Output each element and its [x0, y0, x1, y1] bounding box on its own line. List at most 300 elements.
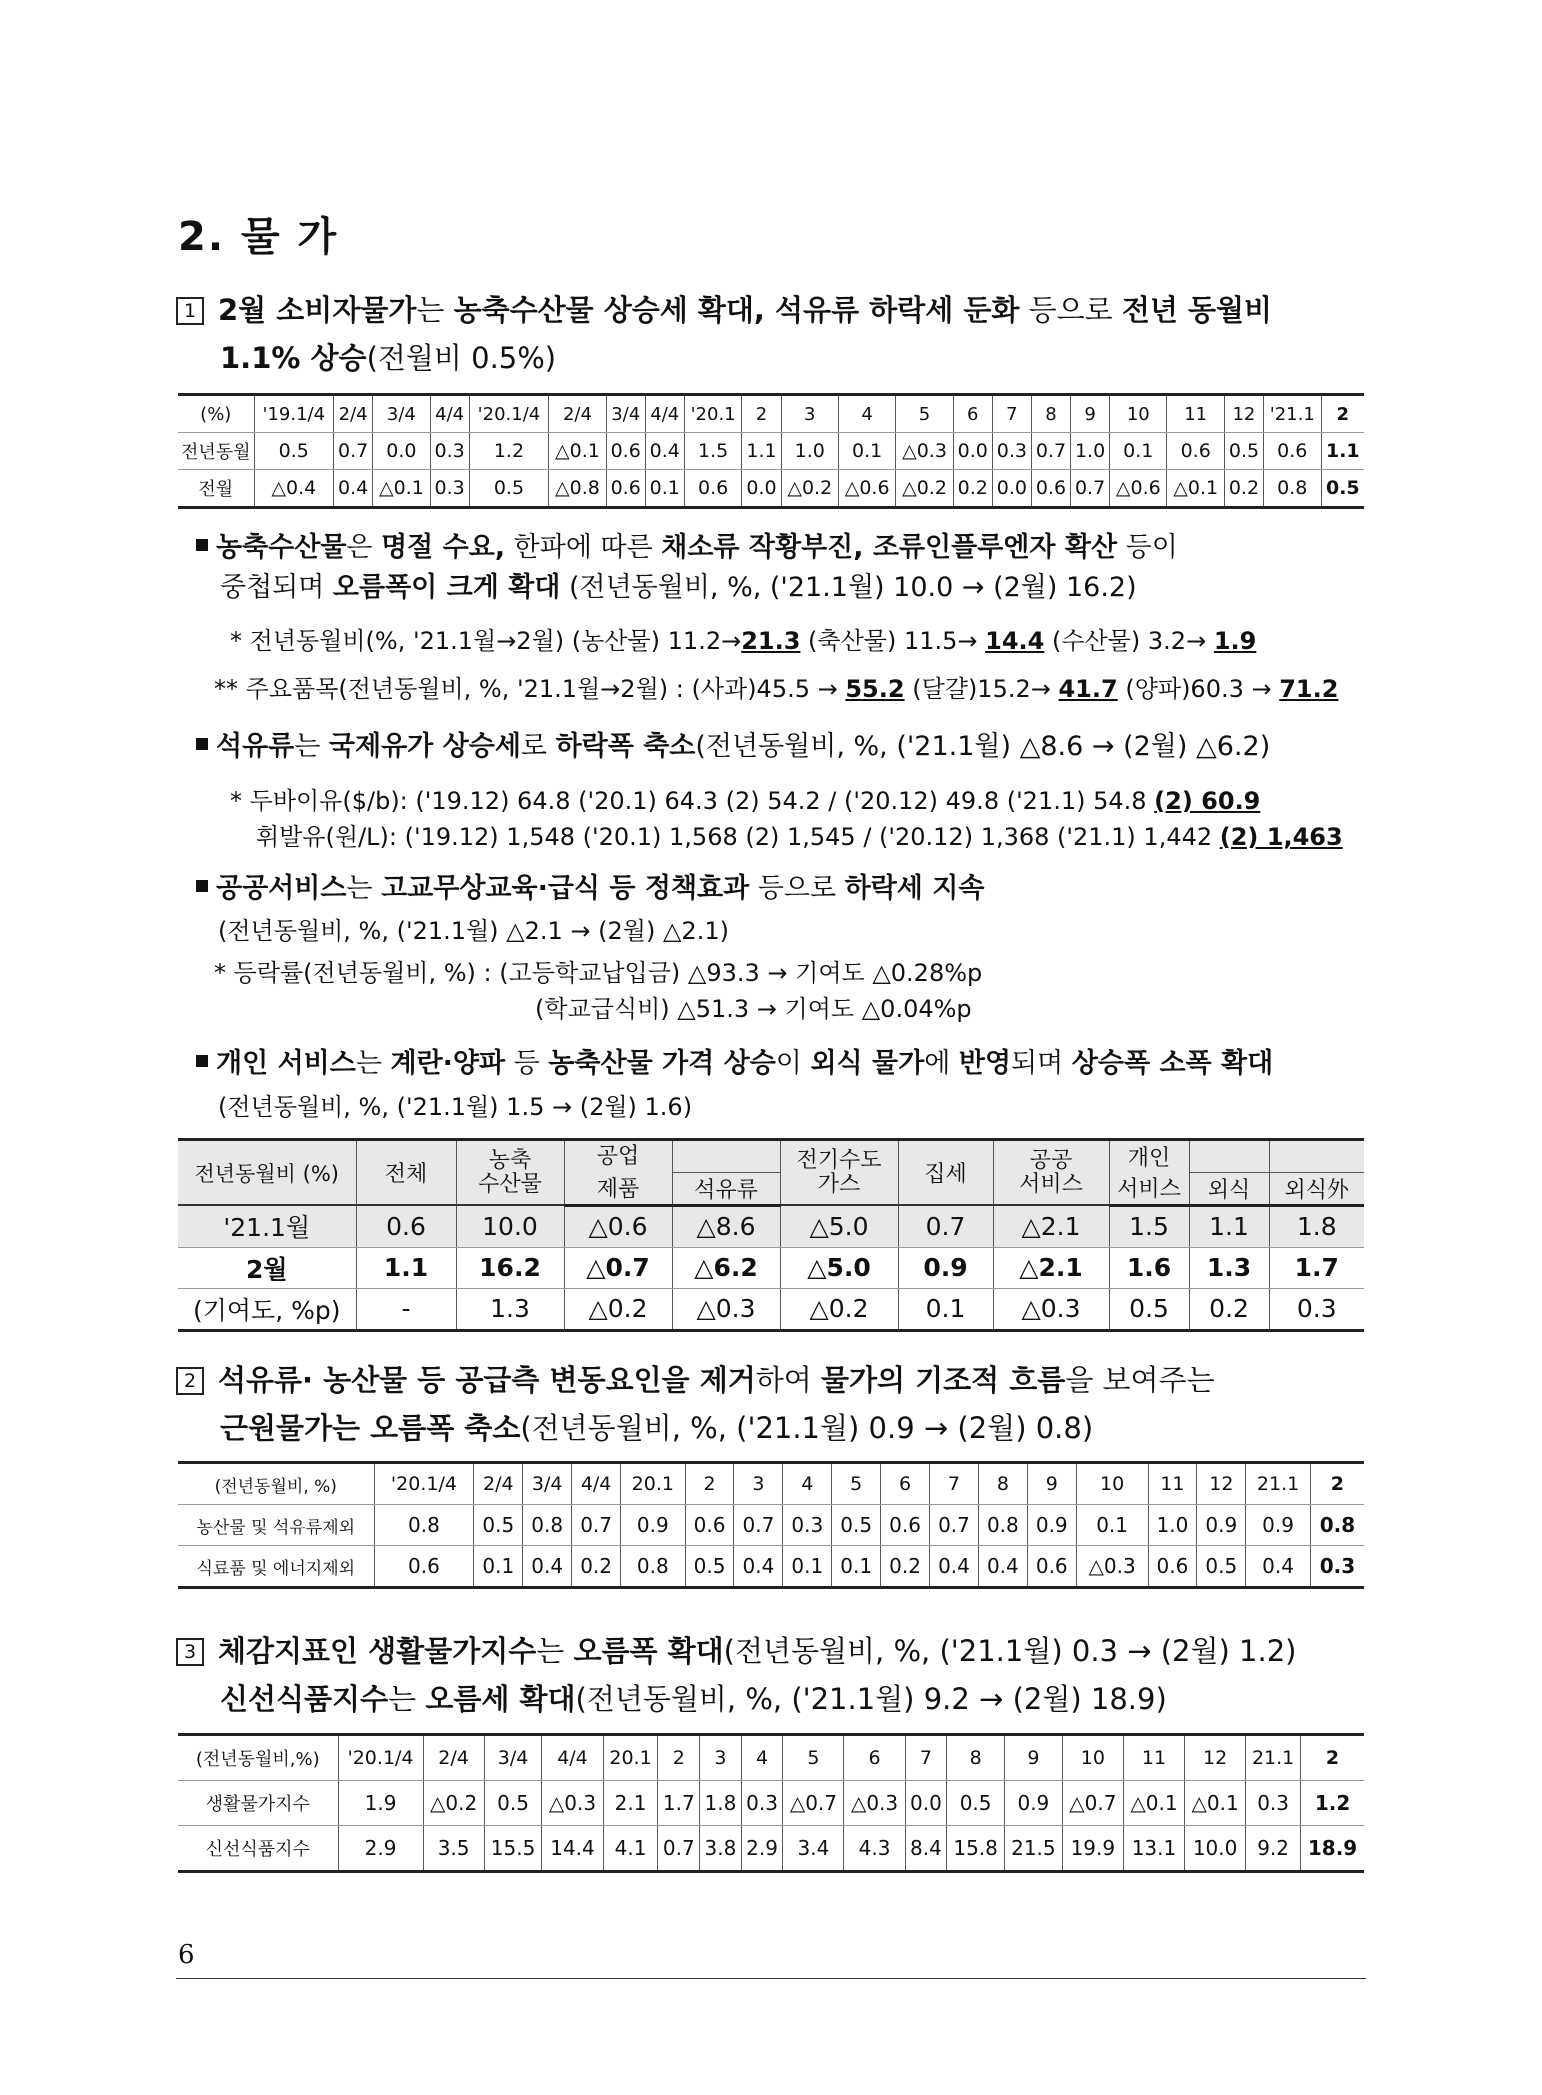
table-cell: 0.6	[1167, 433, 1224, 470]
header-cell	[456, 1140, 564, 1206]
bullet-personal-line-2	[218, 1088, 1398, 1126]
bullet-public	[196, 869, 1376, 909]
table-cell: 0.9	[621, 1505, 686, 1546]
table-cell: 0.6	[356, 1205, 456, 1247]
table-cell: 0.9	[1005, 1781, 1063, 1826]
table-cell: 0.3	[1310, 1546, 1364, 1588]
header-cell: 2/4	[334, 395, 373, 433]
header-cell: 11	[1148, 1463, 1197, 1505]
header-cell: 9	[1071, 395, 1110, 433]
bullet-personal-line-1	[216, 1048, 1273, 1079]
table-cell: △0.1	[373, 470, 430, 508]
text-run: 계란·양파	[390, 1048, 506, 1079]
header-cell: 8	[1031, 395, 1070, 433]
row-label: 신선식품지수	[178, 1826, 338, 1872]
header-cell: 12	[1197, 1463, 1246, 1505]
text-run: 공공서비스	[216, 873, 347, 904]
header-text: 공공	[1029, 1147, 1073, 1173]
table-cell: 0.3	[783, 1505, 832, 1546]
header-cell: 서비스	[1109, 1172, 1189, 1205]
text-run: 는	[416, 293, 454, 327]
table-cell: 0.6	[374, 1546, 474, 1588]
table-cell: △6.2	[672, 1247, 780, 1288]
note-dubai	[230, 783, 1410, 819]
text-run: 은	[346, 532, 382, 563]
text-run: 중첩되며	[220, 572, 333, 603]
table-cell: 0.2	[881, 1546, 930, 1588]
table-cell: 1.5	[684, 433, 742, 470]
header-cell: 8	[978, 1463, 1027, 1505]
table-cell: 18.9	[1301, 1826, 1364, 1872]
table-cell: 0.5	[1197, 1546, 1246, 1588]
table-cell: 0.3	[1269, 1288, 1364, 1330]
text-run: 외식 물가	[810, 1048, 925, 1079]
header-cell: 전년동월비 (%)	[178, 1140, 356, 1206]
text-run: (전년동월비, %, ('21.1월) 0.3 → (2월) 1.2)	[723, 1634, 1297, 1668]
section-number-box: 2	[176, 1367, 204, 1395]
header-cell: 6	[953, 395, 992, 433]
header-cell: 21.1	[1246, 1463, 1311, 1505]
header-cell: 6	[881, 1463, 930, 1505]
table-cell: 0.1	[1110, 433, 1167, 470]
table-cell: △0.6	[838, 470, 895, 508]
header-cell: 3	[700, 1735, 742, 1781]
table-row	[178, 1781, 1364, 1826]
header-cell: 4	[783, 1463, 832, 1505]
table-cell: 0.5	[484, 1781, 542, 1826]
table-cell: △0.1	[1123, 1781, 1184, 1826]
header-cell: 5	[832, 1463, 881, 1505]
section-3-line-1	[218, 1634, 1297, 1668]
row-label: 2월	[178, 1247, 356, 1288]
header-cell: '20.1/4	[469, 395, 549, 433]
text-run: 농축산물 가격 상승	[548, 1048, 776, 1079]
header-cell: 4/4	[572, 1463, 621, 1505]
text-run: (양파)60.3 →	[1117, 675, 1280, 703]
table-cell: △0.6	[564, 1205, 672, 1247]
header-cell: 2/4	[549, 395, 606, 433]
table-cell: △8.6	[672, 1205, 780, 1247]
text-run: 는	[388, 1682, 426, 1716]
table-cell: △5.0	[780, 1247, 898, 1288]
table-row	[178, 1288, 1364, 1330]
text-run: 하락폭 축소	[555, 731, 696, 762]
table-cell: △0.1	[1185, 1781, 1246, 1826]
table-cell: 3.8	[700, 1826, 742, 1872]
table-cell: 4.1	[603, 1826, 658, 1872]
header-cell: '20.1/4	[338, 1735, 423, 1781]
note-public-1	[214, 955, 1394, 991]
header-cell: 2	[1310, 1463, 1364, 1505]
text-run: 는	[536, 1634, 574, 1668]
text-run: 채소류 작황부진, 조류인플루엔자 확산	[661, 532, 1118, 563]
text-run: ** 주요품목(전년동월비, %, '21.1월→2월) : (사과)45.5 →	[214, 675, 846, 703]
table-cell: 0.3	[1246, 1781, 1301, 1826]
bullet-square-icon	[196, 539, 208, 551]
header-cell: 4/4	[542, 1735, 603, 1781]
table-cell: △2.1	[993, 1205, 1109, 1247]
table-cell: △0.7	[564, 1247, 672, 1288]
text-run: 55.2	[845, 675, 905, 703]
text-run: 하락세 지속	[844, 873, 985, 904]
table-cell: 1.8	[1269, 1205, 1364, 1247]
table-cell: 1.8	[700, 1781, 742, 1826]
table-cell: 0.7	[734, 1505, 783, 1546]
table-cell: 1.1	[1189, 1205, 1269, 1247]
table-cell: 1.1	[1321, 433, 1364, 470]
table-cell: 0.0	[953, 433, 992, 470]
section-number-box: 3	[176, 1638, 204, 1666]
table-cell: 0.4	[645, 433, 684, 470]
header-cell: 3/4	[606, 395, 645, 433]
table-cell: 0.1	[645, 470, 684, 508]
table-cell: 3.5	[423, 1826, 484, 1872]
header-cell: (전년동월비, %)	[178, 1463, 374, 1505]
header-cell: '20.1/4	[374, 1463, 474, 1505]
text-run: 을 보여주는	[1065, 1363, 1215, 1397]
table-cell: 0.3	[741, 1781, 783, 1826]
header-cell: 외식外	[1269, 1172, 1364, 1205]
text-run: 전년 동월비	[1121, 293, 1273, 327]
header-cell	[993, 1140, 1109, 1206]
table-cell: △5.0	[780, 1205, 898, 1247]
table-cell: △0.3	[672, 1288, 780, 1330]
table-cell: 1.5	[1109, 1205, 1189, 1247]
note-gasoline	[256, 819, 1436, 855]
bullet-square-icon	[196, 738, 208, 750]
header-cell: 12	[1224, 395, 1263, 433]
table-cell: 0.5	[832, 1505, 881, 1546]
table-cell: 0.4	[1246, 1546, 1311, 1588]
table-cell: △0.1	[1167, 470, 1224, 508]
table-cell: 16.2	[456, 1247, 564, 1288]
table-cell: 0.8	[1263, 470, 1321, 508]
table-cell: 0.9	[1027, 1505, 1076, 1546]
bullet-public-line-1	[216, 873, 984, 904]
header-cell: 3/4	[523, 1463, 572, 1505]
text-run: (전년동월비, %, ('21.1월) △2.1 → (2월) △2.1)	[218, 917, 729, 945]
text-run: 농축수산물 상승세 확대, 석유류 하락세 둔화	[453, 293, 1020, 327]
table-cell: 15.5	[484, 1826, 542, 1872]
header-text: 서비스	[1019, 1171, 1083, 1197]
table-cell: 0.5	[254, 433, 334, 470]
text-run: (축산물) 11.5→	[800, 627, 986, 655]
text-run: 휘발유(원/L): ('19.12) 1,548 ('20.1) 1,568 (2) 1,545 / ('20.12) 1,368 ('21.1) 1,442	[256, 823, 1220, 851]
text-run: 명절 수요,	[381, 532, 506, 563]
text-run: 되며	[1011, 1048, 1072, 1079]
bullet-oil	[196, 727, 1376, 767]
text-run: * 두바이유($/b): ('19.12) 64.8 ('20.1) 64.3 (2) 54.2 / ('20.12) 49.8 ('21.1) 54.8	[230, 787, 1155, 815]
table-cell: 14.4	[542, 1826, 603, 1872]
header-cell: 11	[1123, 1735, 1184, 1781]
row-label: 생활물가지수	[178, 1781, 338, 1826]
table-cell: 0.0	[905, 1781, 947, 1826]
section-2-summary	[176, 1356, 1366, 1452]
table-row	[178, 1205, 1364, 1247]
table-cell: 0.7	[1071, 470, 1110, 508]
table-cell: 3.4	[783, 1826, 844, 1872]
table-row	[178, 1247, 1364, 1288]
table-cell: 4.3	[844, 1826, 905, 1872]
text-run: (달걀)15.2→	[904, 675, 1059, 703]
table-cell: 0.1	[838, 433, 895, 470]
table-cell: △0.1	[549, 433, 606, 470]
table-cell: 0.0	[373, 433, 430, 470]
table-cell: 0.4	[930, 1546, 979, 1588]
table-cell: 15.8	[947, 1826, 1005, 1872]
table-cell: 0.2	[1189, 1288, 1269, 1330]
table-cell: 19.9	[1062, 1826, 1123, 1872]
table-cell: △0.6	[1110, 470, 1167, 508]
table-cell: 0.7	[930, 1505, 979, 1546]
header-cell	[672, 1140, 780, 1173]
table-cell: 1.0	[1071, 433, 1110, 470]
header-cell: 3	[781, 395, 838, 433]
table-cell: △0.2	[780, 1288, 898, 1330]
header-cell: 2/4	[474, 1463, 523, 1505]
text-run: 등이	[1117, 532, 1178, 563]
table-row	[178, 433, 1364, 470]
table-cell: 0.5	[474, 1505, 523, 1546]
table-cell: 0.8	[1310, 1505, 1364, 1546]
header-cell: 9	[1005, 1735, 1063, 1781]
header-cell: 4/4	[430, 395, 469, 433]
table-cell: 1.3	[456, 1288, 564, 1330]
table-cell: 0.8	[978, 1505, 1027, 1546]
header-cell: 7	[992, 395, 1031, 433]
header-cell: 8	[947, 1735, 1005, 1781]
table-cell: 0.8	[621, 1546, 686, 1588]
table-cell: 0.0	[742, 470, 781, 508]
header-cell: (전년동월비,%)	[178, 1735, 338, 1781]
header-cell: 석유류	[672, 1172, 780, 1205]
table-cell: 0.6	[685, 1505, 734, 1546]
table-cell: 0.0	[992, 470, 1031, 508]
text-run: 이	[775, 1048, 811, 1079]
text-run: (전년동월비, %, ('21.1월) 9.2 → (2월) 18.9)	[575, 1682, 1167, 1716]
table-cell: 10.0	[1185, 1826, 1246, 1872]
header-cell: 2	[1321, 395, 1364, 433]
table-cell: 0.2	[953, 470, 992, 508]
table-cell: 0.9	[898, 1247, 993, 1288]
text-run: 근원물가는 오름폭 축소	[220, 1411, 521, 1445]
text-run: * 전년동월비(%, '21.1월→2월) (농산물) 11.2→	[230, 627, 742, 655]
bullet-personal	[196, 1044, 1376, 1084]
header-cell: 5	[896, 395, 953, 433]
header-cell: 4	[838, 395, 895, 433]
text-run: 2월 소비자물가	[218, 293, 417, 327]
table-cell: 0.7	[898, 1205, 993, 1247]
header-cell: 개인	[1109, 1140, 1189, 1173]
table-cell: 1.7	[658, 1781, 700, 1826]
header-cell: 4/4	[645, 395, 684, 433]
bullet-agri-line-1	[216, 532, 1178, 563]
table-cell: △0.2	[423, 1781, 484, 1826]
table-cell: 2.9	[741, 1826, 783, 1872]
table-cell: 0.5	[469, 470, 549, 508]
header-cell: '21.1	[1263, 395, 1321, 433]
table-cell: 0.1	[474, 1546, 523, 1588]
header-cell: 4	[741, 1735, 783, 1781]
table-cell: 13.1	[1123, 1826, 1184, 1872]
table-cell: 0.6	[1263, 433, 1321, 470]
header-cell: 20.1	[621, 1463, 686, 1505]
text-run: 71.2	[1279, 675, 1339, 703]
table-cell: 0.6	[684, 470, 742, 508]
row-label: '21.1월	[178, 1205, 356, 1247]
text-run: 등으로	[749, 873, 845, 904]
table-cell: 1.0	[781, 433, 838, 470]
table-cell: 0.2	[1224, 470, 1263, 508]
table-cell: △0.3	[896, 433, 953, 470]
text-run: 에	[924, 1048, 959, 1079]
table-cell: 0.1	[783, 1546, 832, 1588]
table-row	[178, 470, 1364, 508]
text-run: 14.4	[985, 627, 1045, 655]
header-text: 전기수도	[796, 1147, 882, 1173]
section-1-line-1	[218, 293, 1272, 327]
text-run: * 등락률(전년동월비, %) : (고등학교납입금) △93.3 → 기여도 △0.28%p	[214, 959, 983, 987]
footer-divider	[176, 1978, 1366, 1979]
text-run: 석유류· 농산물 등 공급측 변동요인을 제거	[218, 1363, 756, 1397]
text-run: 하여	[755, 1363, 821, 1397]
table-cell: 8.4	[905, 1826, 947, 1872]
table-cell: 0.6	[1027, 1546, 1076, 1588]
header-cell: '19.1/4	[254, 395, 334, 433]
table-cell: 2.1	[603, 1781, 658, 1826]
page-number: 6	[178, 1940, 195, 1970]
table-cell: 0.5	[1224, 433, 1263, 470]
table-cell: 0.8	[374, 1505, 474, 1546]
table-cell: 0.5	[685, 1546, 734, 1588]
table-cell: 9.2	[1246, 1826, 1301, 1872]
table-cell: 0.7	[658, 1826, 700, 1872]
table-cell: 1.2	[469, 433, 549, 470]
table-cell: 0.1	[832, 1546, 881, 1588]
note-public-2	[535, 991, 1542, 1027]
header-cell: 10	[1110, 395, 1167, 433]
table-row	[178, 1826, 1364, 1872]
header-cell	[1189, 1140, 1269, 1173]
table-cell: 0.6	[606, 470, 645, 508]
table-cell: 0.6	[606, 433, 645, 470]
bullet-square-icon	[196, 1055, 208, 1067]
text-run: (전년동월비, %, ('21.1월) 0.9 → (2월) 0.8)	[520, 1411, 1094, 1445]
table-cell: 1.1	[356, 1247, 456, 1288]
table-cell: 10.0	[456, 1205, 564, 1247]
text-run: 고교무상교육·급식 등 정책효과	[381, 873, 750, 904]
table-row	[178, 1546, 1364, 1588]
header-cell: 20.1	[603, 1735, 658, 1781]
section-1-line-2	[176, 334, 1366, 382]
text-run: 등	[505, 1048, 549, 1079]
page-heading: 2. 물 가	[178, 214, 339, 260]
section-3-summary	[176, 1627, 1366, 1723]
table-cell: △0.2	[781, 470, 838, 508]
core-inflation-table	[178, 1461, 1364, 1589]
text-run: 한파에 따른	[505, 532, 662, 563]
cpi-table	[178, 393, 1364, 509]
header-cell: 7	[930, 1463, 979, 1505]
header-cell: 3	[734, 1463, 783, 1505]
header-cell: 3/4	[373, 395, 430, 433]
table-cell: 0.6	[1148, 1546, 1197, 1588]
text-run: 오름폭이 크게 확대	[332, 572, 561, 603]
header-cell: 10	[1076, 1463, 1148, 1505]
header-cell: 7	[905, 1735, 947, 1781]
header-cell: (%)	[178, 395, 254, 433]
table-cell: 0.9	[1197, 1505, 1246, 1546]
bullet-agri	[196, 528, 1376, 608]
table-cell: 0.4	[978, 1546, 1027, 1588]
table-cell: 1.7	[1269, 1247, 1364, 1288]
header-cell: 전체	[356, 1140, 456, 1206]
text-run: 국제유가 상승세	[328, 731, 521, 762]
section-1-summary	[176, 286, 1366, 382]
header-cell: 제품	[564, 1172, 672, 1205]
text-run: 물가의 기조적 흐름	[821, 1363, 1066, 1397]
table-cell: 0.4	[734, 1546, 783, 1588]
table-cell: 0.7	[572, 1505, 621, 1546]
table-cell: △0.2	[564, 1288, 672, 1330]
header-cell: 6	[844, 1735, 905, 1781]
row-label: (기여도, %p)	[178, 1288, 356, 1330]
item-contribution-table	[178, 1138, 1364, 1332]
table-cell: △0.8	[549, 470, 606, 508]
section-2-line-1	[218, 1363, 1215, 1397]
table-cell: 0.4	[523, 1546, 572, 1588]
text-run: (학교급식비) △51.3 → 기여도 △0.04%p	[535, 995, 972, 1023]
table-cell: 0.1	[1076, 1505, 1148, 1546]
table-cell: 0.5	[947, 1781, 1005, 1826]
table-cell: 1.0	[1148, 1505, 1197, 1546]
header-cell: 12	[1185, 1735, 1246, 1781]
text-run: 등으로	[1019, 293, 1122, 327]
table-cell: 1.6	[1109, 1247, 1189, 1288]
text-run: 개인 서비스	[216, 1048, 356, 1079]
text-run: (수산물) 3.2→	[1044, 627, 1214, 655]
table-cell: 1.9	[338, 1781, 423, 1826]
table-cell: △0.3	[993, 1288, 1109, 1330]
table-cell: △0.4	[254, 470, 334, 508]
table-cell: 0.3	[992, 433, 1031, 470]
text-run: (전년동월비, %, ('21.1월) △8.6 → (2월) △6.2)	[695, 731, 1271, 762]
table-cell: 0.2	[572, 1546, 621, 1588]
table-cell: 2.9	[338, 1826, 423, 1872]
text-run: 체감지표인 생활물가지수	[218, 1634, 537, 1668]
header-cell: 2	[685, 1463, 734, 1505]
text-run: (전년동월비, %, ('21.1월) 1.5 → (2월) 1.6)	[218, 1093, 693, 1121]
table-cell: 21.5	[1005, 1826, 1063, 1872]
text-run: 신선식품지수	[220, 1682, 389, 1716]
table-cell: 0.3	[430, 433, 469, 470]
table-cell: -	[356, 1288, 456, 1330]
text-run: (전월비 0.5%)	[366, 341, 557, 375]
text-run: 는	[294, 731, 329, 762]
header-cell: 2	[658, 1735, 700, 1781]
table-row	[178, 1505, 1364, 1546]
row-label: 전월	[178, 470, 254, 508]
table-cell: 0.1	[898, 1288, 993, 1330]
table-cell: 0.6	[881, 1505, 930, 1546]
row-label: 전년동월	[178, 433, 254, 470]
text-run: 농축수산물	[216, 532, 347, 563]
bullet-public-line-2	[218, 912, 1398, 950]
header-cell: 2	[742, 395, 781, 433]
header-cell: 집세	[898, 1140, 993, 1206]
header-text: 수산물	[478, 1171, 542, 1197]
table-cell: △0.3	[1076, 1546, 1148, 1588]
